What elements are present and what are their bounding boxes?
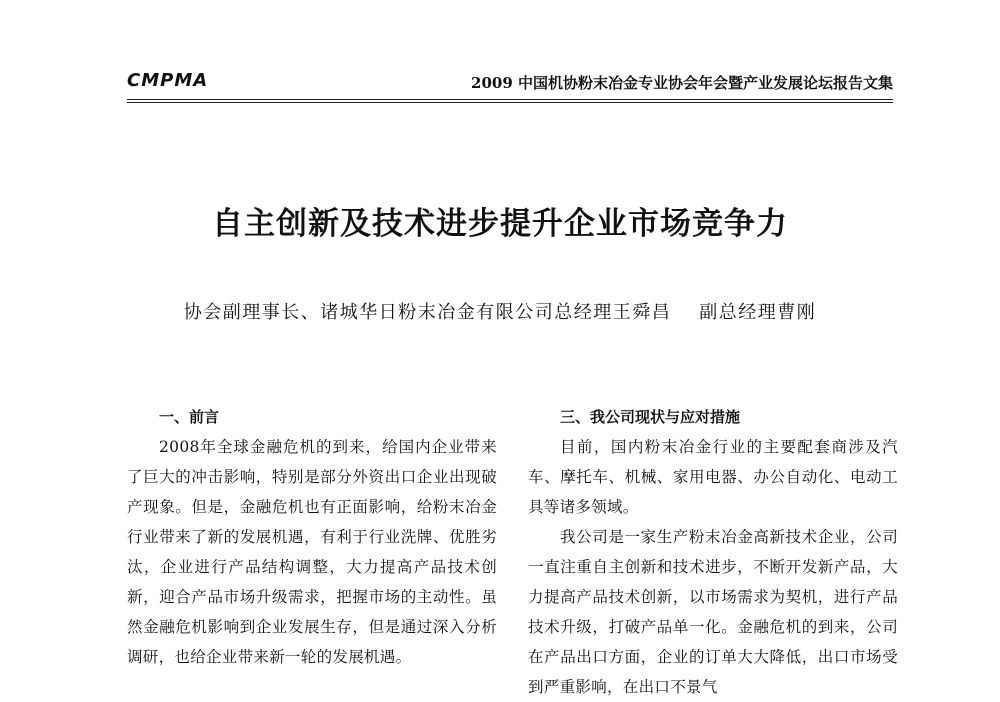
- header-divider: [127, 99, 893, 103]
- left-column: [127, 402, 497, 672]
- right-column: [528, 402, 898, 702]
- status-paragraph-2: 我公司是一家生产粉末冶金高新技术企业，公司一直注重自主创新和技术进步，不断开发新产品，大力提高产品技术创新，以市场需求为契机，进行产品技术升级，打破产品单一化。金融危机的到来，公司在产品出口方面，企业的订单大大降低，出口市场受到严重影响，在出口不景气: [528, 528, 898, 696]
- author-line: [0, 298, 1000, 324]
- paper-title: 自主创新及技术进步提升企业市场竞争力: [212, 206, 788, 242]
- cmpma-logo: CMPMA: [127, 70, 209, 91]
- author-secondary: 副总经理曹刚: [699, 302, 817, 323]
- status-paragraph-1: 目前，国内粉末冶金行业的主要配套商涉及汽车、摩托车、机械、家用电器、办公自动化、电动工具等诸多领域。: [528, 438, 898, 516]
- section-heading-status: 三、我公司现状与应对措施: [560, 408, 741, 426]
- intro-paragraph: 2008年全球金融危机的到来，给国内企业带来了巨大的冲击影响，特别是部分外资出口企业出现破产现象。但是，金融危机也有正面影响，给粉末冶金行业带来了新的发展机遇，有利于行业洗牌、优胜劣汰，企业进行产品结构调整，大力提高产品技术创新，迎合产品市场升级需求，把握市场的主动性。虽然金融危机影响到企业发展生存，但是通过深入分析调研，也给企业带来新一轮的发展机遇。: [127, 438, 497, 666]
- running-header-title: 2009 中国机协粉末冶金专业协会年会暨产业发展论坛报告文集: [471, 74, 893, 92]
- section-heading-intro: 一、前言: [159, 408, 220, 426]
- author-primary: 协会副理事长、诸城华日粉末冶金有限公司总经理王舜昌: [183, 302, 672, 323]
